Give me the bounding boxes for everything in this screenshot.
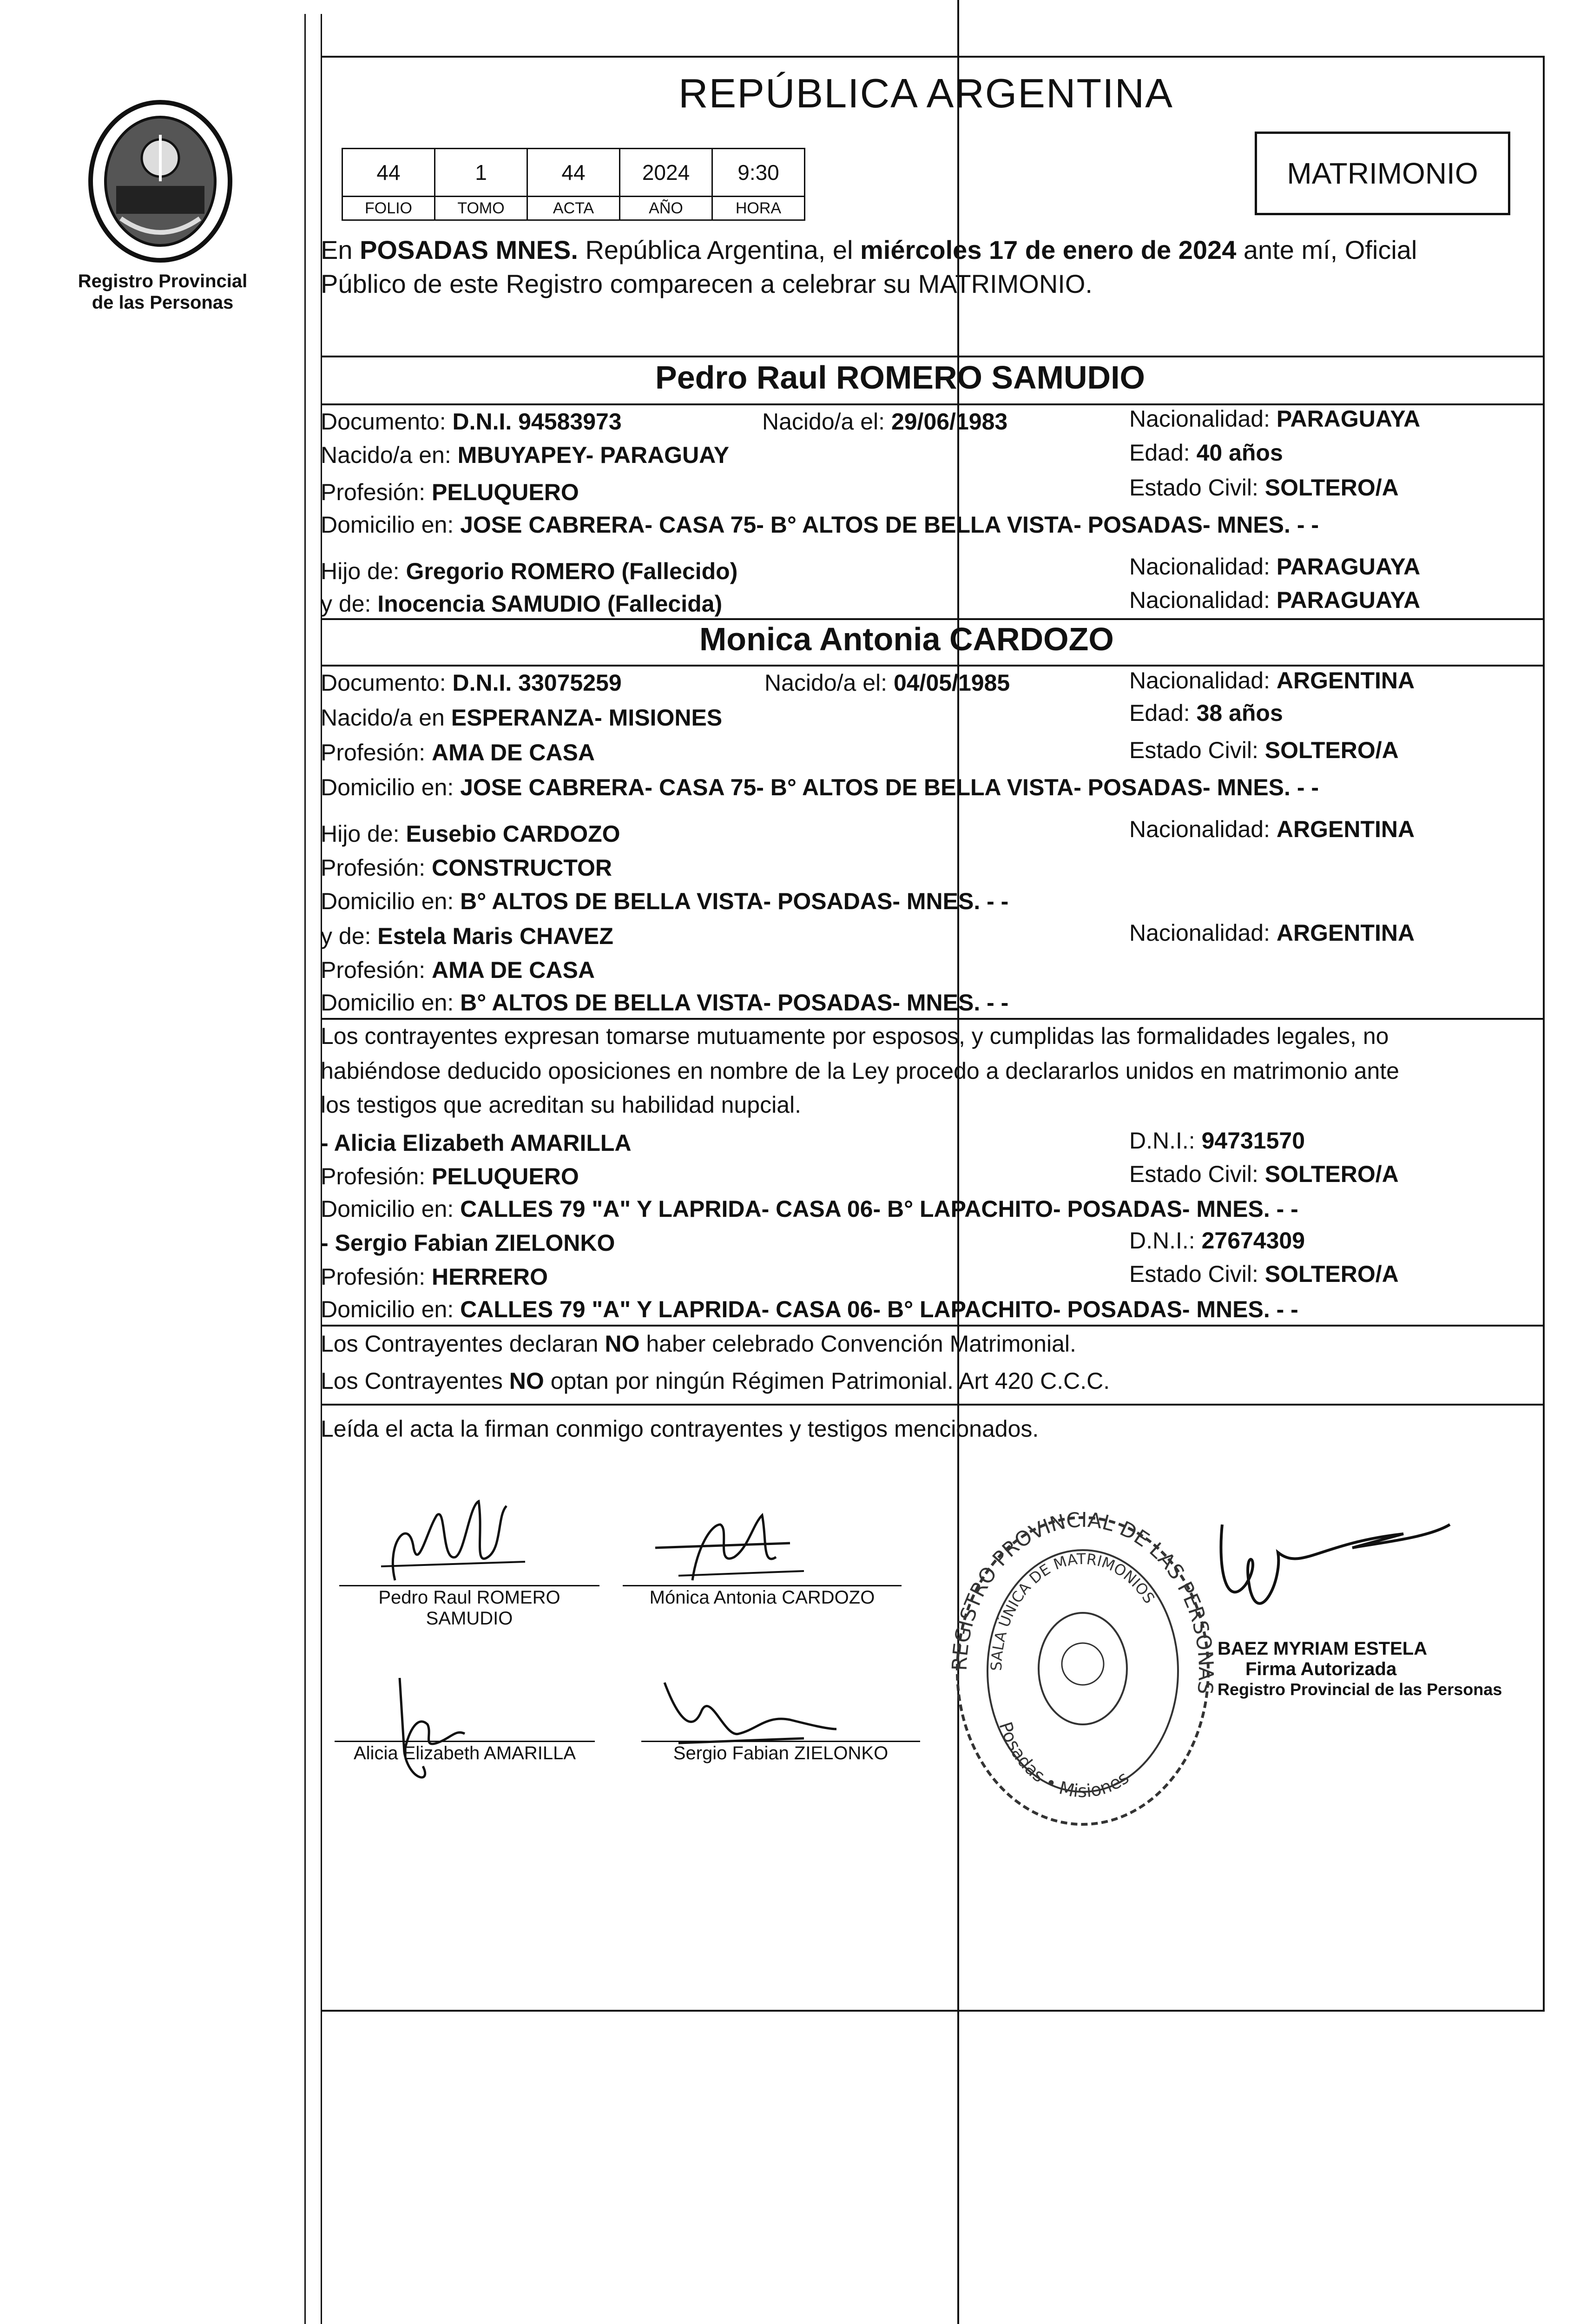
- stamp-bottom-text: Posadas • Misiones: [995, 1719, 1133, 1802]
- spouse1-birthdate: Nacido/a el: 29/06/1983: [762, 409, 1008, 435]
- spouse1-father: Hijo de: Gregorio ROMERO (Fallecido): [321, 558, 738, 584]
- spouse1-nationality: Nacionalidad: PARAGUAYA: [1129, 406, 1421, 432]
- spouse2-document: Documento: D.N.I. 33075259: [321, 670, 622, 696]
- spouse2-mother-profession: Profesión: AMA DE CASA: [321, 957, 595, 983]
- signature-scribble-2: [637, 1497, 813, 1599]
- spouse2-father-profession: Profesión: CONSTRUCTOR: [321, 855, 612, 881]
- spouse2-nationality: Nacionalidad: ARGENTINA: [1129, 667, 1415, 693]
- witness1-name: - Alicia Elizabeth AMARILLA: [321, 1130, 632, 1156]
- signature-name-1: Pedro Raul ROMERO SAMUDIO: [378, 1587, 560, 1629]
- signature-scribble-3: [362, 1659, 502, 1789]
- convention-note: Los Contrayentes declaran NO haber celebrado Convención Matrimonial.: [321, 1331, 1076, 1357]
- spouse2-age: Edad: 38 años: [1129, 700, 1283, 726]
- closing-text: Leída el acta la firman conmigo contrayentes y testigos mencionados.: [321, 1416, 1039, 1442]
- signature-scribble-1: [367, 1487, 544, 1599]
- declaration-line-1: Los contrayentes expresan tomarse mutuamente por esposos, y cumplidas las formalidades legales, no: [321, 1023, 1389, 1049]
- spouse1-birthplace: Nacido/a en: MBUYAPEY- PARAGUAY: [321, 442, 730, 468]
- intro-line-1: En POSADAS MNES. República Argentina, el miércoles 17 de enero de 2024 ante mí, Oficial: [321, 235, 1417, 264]
- year-value: 2024: [619, 148, 713, 197]
- spouse1-mother-nationality: Nacionalidad: PARAGUAYA: [1129, 587, 1421, 613]
- spouse2-birthdate: Nacido/a el: 04/05/1985: [764, 670, 1010, 696]
- spouse1-address: Domicilio en: JOSE CABRERA- CASA 75- B° ALTOS DE BELLA VISTA- POSADAS- MNES. - -: [321, 512, 1319, 538]
- folio-value: 44: [342, 148, 435, 197]
- divider: [321, 665, 1543, 667]
- declaration-line-3: los testigos que acreditan su habilidad nupcial.: [321, 1092, 802, 1118]
- spouse2-civil-status: Estado Civil: SOLTERO/A: [1129, 737, 1399, 763]
- spouse2-profession: Profesión: AMA DE CASA: [321, 739, 595, 766]
- tomo-label: TOMO: [434, 196, 528, 221]
- signature-name-2: Mónica Antonia CARDOZO: [649, 1587, 875, 1608]
- spouse2-name: Monica Antonia CARDOZO: [699, 621, 1114, 657]
- witness1-dni: D.N.I.: 94731570: [1129, 1128, 1305, 1154]
- spouse2-father: Hijo de: Eusebio CARDOZO: [321, 821, 620, 847]
- official-role: Firma Autorizada: [1245, 1659, 1397, 1679]
- signature-line-1: [339, 1585, 599, 1586]
- divider: [321, 1404, 1543, 1406]
- spouse1-name: Pedro Raul ROMERO SAMUDIO: [655, 359, 1145, 396]
- country-title: REPÚBLICA ARGENTINA: [678, 70, 1173, 116]
- signature-line-3: [335, 1741, 595, 1742]
- signature-line-2: [623, 1585, 902, 1586]
- witness2-profession: Profesión: HERRERO: [321, 1264, 548, 1290]
- spouse1-document: Documento: D.N.I. 94583973: [321, 409, 622, 435]
- spouse1-civil-status: Estado Civil: SOLTERO/A: [1129, 475, 1399, 501]
- witness1-profession: Profesión: PELUQUERO: [321, 1163, 579, 1189]
- spouse2-father-address: Domicilio en: B° ALTOS DE BELLA VISTA- POSADAS- MNES. - -: [321, 888, 1009, 914]
- signature-name-4: Sergio Fabian ZIELONKO: [673, 1743, 889, 1763]
- official-signature-scribble: [1208, 1506, 1468, 1645]
- spouse2-address: Domicilio en: JOSE CABRERA- CASA 75- B° ALTOS DE BELLA VISTA- POSADAS- MNES. - -: [321, 774, 1319, 800]
- registry-line-1: Registro Provincial: [78, 271, 248, 291]
- spouse2-mother-nationality: Nacionalidad: ARGENTINA: [1129, 920, 1415, 946]
- spouse2-birthplace: Nacido/a en ESPERANZA- MISIONES: [321, 705, 723, 731]
- registry-name: [70, 271, 256, 313]
- province-seal-logo: [84, 98, 237, 265]
- official-stamp-text: [1218, 1638, 1502, 1700]
- spouse1-father-nationality: Nacionalidad: PARAGUAYA: [1129, 554, 1421, 580]
- divider: [321, 1325, 1543, 1327]
- registry-line-2: de las Personas: [92, 292, 234, 313]
- witness1-address: Domicilio en: CALLES 79 "A" Y LAPRIDA- CASA 06- B° LAPACHITO- POSADAS- MNES. - -: [321, 1196, 1298, 1222]
- spouse1-mother: y de: Inocencia SAMUDIO (Fallecida): [321, 591, 723, 617]
- stamp-outer-text: REGISTRO PROVINCIAL DE LAS PERSONAS: [948, 1508, 1218, 1696]
- declaration-line-2: habiéndose deducido oposiciones en nombre de la Ley procedo a declararlos unidos en matrimonio ante: [321, 1058, 1399, 1084]
- official-office: Registro Provincial de las Personas: [1218, 1680, 1502, 1699]
- acta-value: 44: [527, 148, 620, 197]
- divider: [321, 356, 1543, 357]
- witness1-civil-status: Estado Civil: SOLTERO/A: [1129, 1161, 1399, 1187]
- intro-line-2: Público de este Registro comparecen a celebrar su MATRIMONIO.: [321, 269, 1093, 298]
- spouse1-age: Edad: 40 años: [1129, 440, 1283, 466]
- divider: [321, 618, 1543, 620]
- left-margin-line: [304, 14, 306, 2324]
- acta-label: ACTA: [527, 196, 620, 221]
- hour-value: 9:30: [711, 148, 805, 197]
- folio-label: FOLIO: [342, 196, 435, 221]
- stamp-inner-text: SALA ÚNICA DE MATRIMONIOS: [987, 1550, 1159, 1671]
- regime-note: Los Contrayentes NO optan por ningún Régimen Patrimonial. Art 420 C.C.C.: [321, 1368, 1110, 1394]
- witness2-civil-status: Estado Civil: SOLTERO/A: [1129, 1261, 1399, 1287]
- witness2-address: Domicilio en: CALLES 79 "A" Y LAPRIDA- CASA 06- B° LAPACHITO- POSADAS- MNES. - -: [321, 1296, 1298, 1322]
- official-round-stamp: [948, 1501, 1218, 1841]
- witness2-name: - Sergio Fabian ZIELONKO: [321, 1230, 615, 1256]
- divider: [321, 1018, 1543, 1020]
- year-label: AÑO: [619, 196, 713, 221]
- official-name: BAEZ MYRIAM ESTELA: [1218, 1638, 1428, 1659]
- signature-line-4: [641, 1741, 920, 1742]
- spouse2-father-nationality: Nacionalidad: ARGENTINA: [1129, 816, 1415, 842]
- hour-label: HORA: [711, 196, 805, 221]
- spouse2-mother-address: Domicilio en: B° ALTOS DE BELLA VISTA- POSADAS- MNES. - -: [321, 990, 1009, 1016]
- tomo-value: 1: [434, 148, 528, 197]
- signature-name-3: Alicia Elizabeth AMARILLA: [353, 1743, 576, 1763]
- spouse1-profession: Profesión: PELUQUERO: [321, 479, 579, 505]
- act-type-box: MATRIMONIO: [1255, 132, 1510, 215]
- spouse2-mother: y de: Estela Maris CHAVEZ: [321, 923, 613, 949]
- witness2-dni: D.N.I.: 27674309: [1129, 1228, 1305, 1254]
